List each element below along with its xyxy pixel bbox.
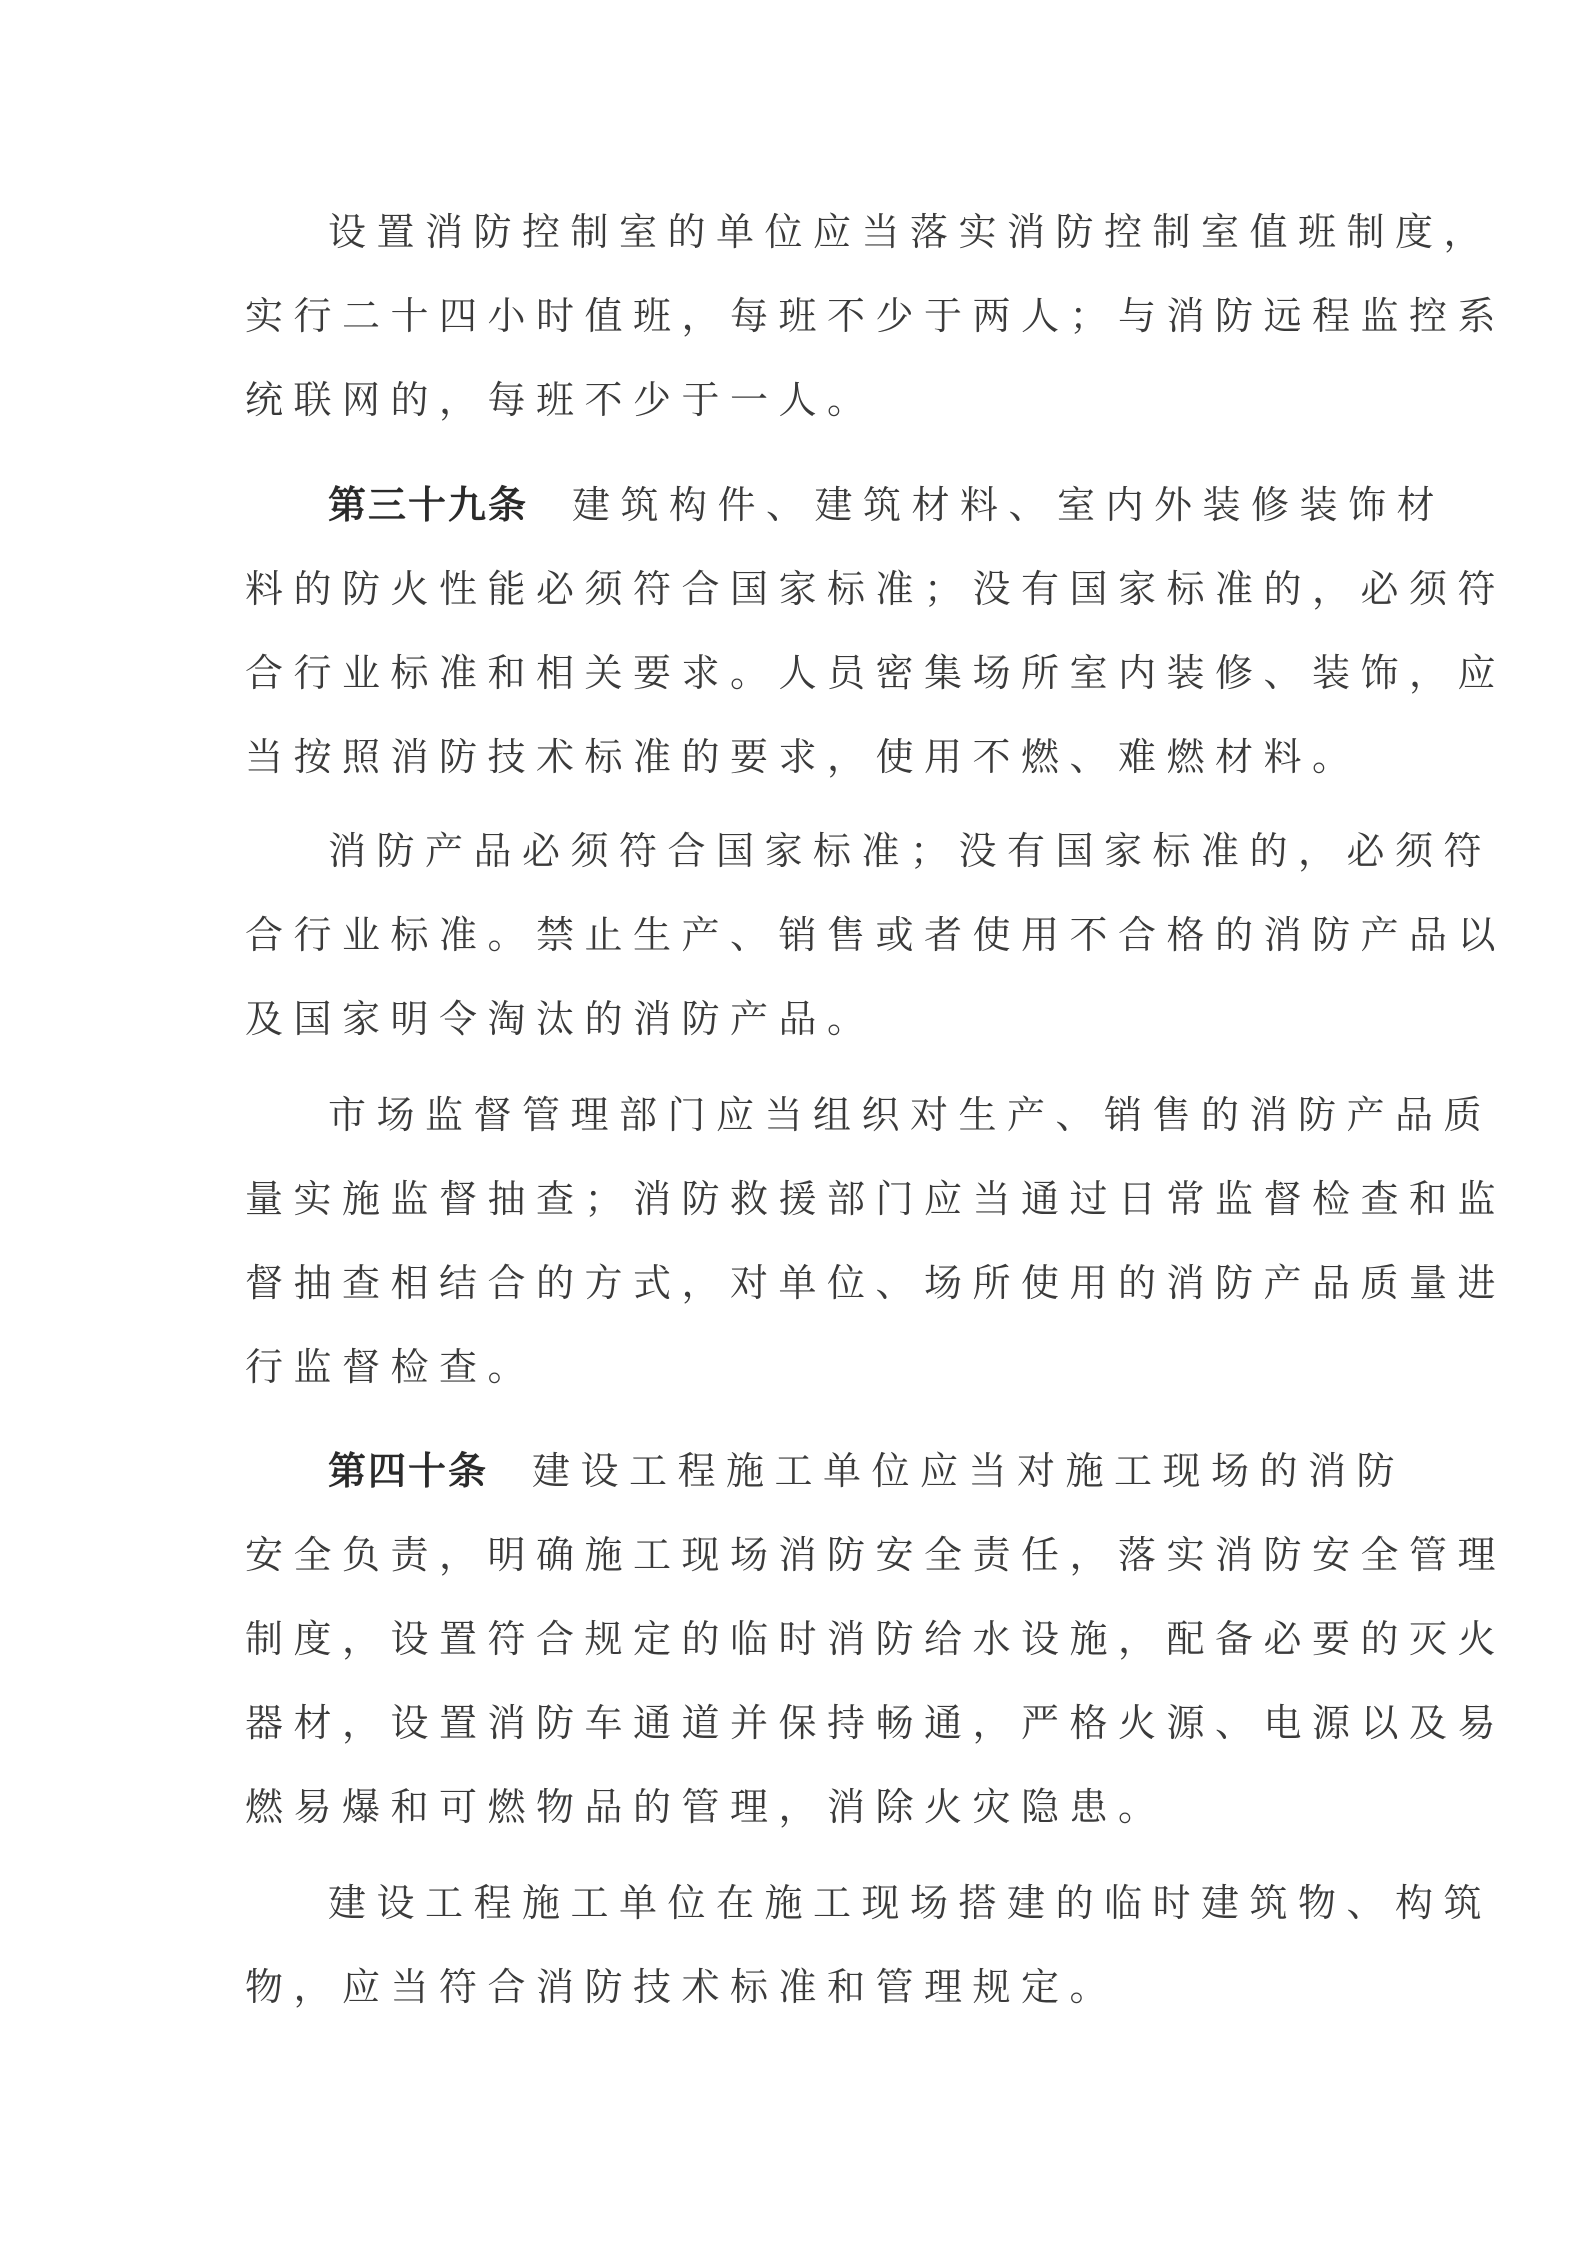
text-line: 制度，设置符合规定的临时消防给水设施，配备必要的灭火 [245,1617,1507,1661]
article-heading: 第四十条 [328,1449,489,1493]
text-line: 实行二十四小时值班，每班不少于两人；与消防远程监控系 [245,294,1507,338]
text-line: 督抽查相结合的方式，对单位、场所使用的消防产品质量进 [245,1261,1507,1305]
text-line: 合行业标准。禁止生产、销售或者使用不合格的消防产品以 [245,913,1507,957]
text-line: 消防产品必须符合国家标准；没有国家标准的，必须符 [328,829,1493,873]
text-line: 物，应当符合消防技术标准和管理规定。 [245,1965,1119,2009]
text-line: 安全负责，明确施工现场消防安全责任，落实消防安全管理 [245,1533,1507,1577]
text-line: 建设工程施工单位在施工现场搭建的临时建筑物、构筑 [328,1881,1493,1925]
text-segment: 建筑构件、建筑材料、室内外装修装饰材 [572,483,1446,527]
text-line: 市场监督管理部门应当组织对生产、销售的消防产品质 [328,1093,1493,1137]
text-line: 料的防火性能必须符合国家标准；没有国家标准的，必须符 [245,567,1507,611]
text-line: 设置消防控制室的单位应当落实消防控制室值班制度， [328,210,1493,254]
text-line: 统联网的，每班不少于一人。 [245,378,876,422]
article-heading: 第三十九条 [328,483,529,527]
text-line: 及国家明令淘汰的消防产品。 [245,997,876,1041]
article-first-line [328,475,1446,535]
text-line: 当按照消防技术标准的要求，使用不燃、难燃材料。 [245,735,1361,779]
text-segment: 建设工程施工单位应当对施工现场的消防 [532,1449,1406,1493]
text-line: 行监督检查。 [245,1345,537,1389]
text-line: 器材，设置消防车通道并保持畅通，严格火源、电源以及易 [245,1701,1507,1745]
text-line: 合行业标准和相关要求。人员密集场所室内装修、装饰，应 [245,651,1507,695]
article-first-line [328,1441,1438,1501]
text-line: 量实施监督抽查；消防救援部门应当通过日常监督检查和监 [245,1177,1507,1221]
text-line: 燃易爆和可燃物品的管理，消除火灾隐患。 [245,1785,1167,1829]
